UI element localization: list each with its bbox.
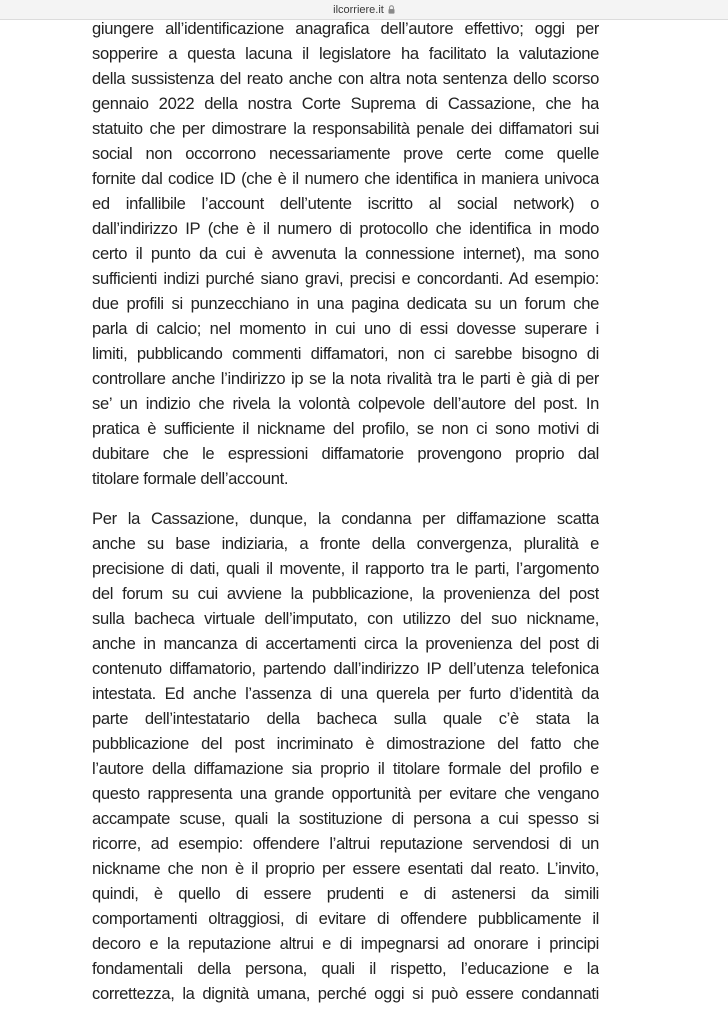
paragraph-line: certo il punto da cui è avvenuta la connessione internet), ma sono <box>92 244 599 263</box>
paragraph-line: dubitare che le espressioni diffamatorie provengono proprio dal <box>92 444 599 463</box>
paragraph-line: fondamentali della persona, quali il rispetto, l’educazione e la <box>92 959 599 978</box>
paragraph-line: dall’indirizzo IP (che è il numero di protocollo che identifica in modo <box>92 219 599 238</box>
paragraph-line: precisione di dati, quali il movente, il rapporto tra le parti, l’argomento <box>92 559 599 578</box>
paragraph-line: del forum su cui avviene la pubblicazione, la provenienza del post <box>92 584 599 603</box>
paragraph-line: gennaio 2022 della nostra Corte Suprema di Cassazione, che ha <box>92 94 599 113</box>
url-text[interactable]: ilcorriere.it <box>333 3 384 16</box>
paragraph-line: statuito che per dimostrare la responsabilità penale dei diffamatori sui <box>92 119 599 138</box>
paragraph-line: accampate scuse, quali la sostituzione di persona a cui spesso si <box>92 809 599 828</box>
paragraph-line: sopperire a questa lacuna il legislatore ha facilitato la valutazione <box>92 44 599 63</box>
paragraph-line: social non occorrono necessariamente prove certe come quelle <box>92 144 599 163</box>
paragraph-line: contenuto diffamatorio, partendo dall’indirizzo IP dell’utenza telefonica <box>92 659 599 678</box>
paragraph-line: titolare formale dell’account. <box>92 469 289 488</box>
paragraph-line: questo rappresenta una grande opportunità per evitare che vengano <box>92 784 599 803</box>
paragraph-line: sulla bacheca virtuale dell’imputato, con utilizzo del suo nickname, <box>92 609 599 628</box>
paragraph-line: l’autore della diffamazione sia proprio il titolare formale del profilo e <box>92 759 599 778</box>
lock-icon <box>388 5 395 14</box>
paragraph-line: anche su base indiziaria, a fronte della convergenza, pluralità e <box>92 534 599 553</box>
paragraph-line: nickname che non è il proprio per essere esentati dal reato. L’invito, <box>92 859 599 878</box>
paragraph-line: sufficienti indizi purché siano gravi, precisi e concordanti. Ad esempio: <box>92 269 599 288</box>
paragraph-line: ricorre, ad esempio: offendere l’altrui reputazione servendosi di un <box>92 834 599 853</box>
paragraph-line: anche in mancanza di accertamenti circa la provenienza del post di <box>92 634 599 653</box>
paragraph-line: due profili si punzecchiano in una pagina dedicata su un forum che <box>92 294 599 313</box>
paragraph-line: correttezza, la dignità umana, perché oggi si può essere condannati <box>92 984 599 1003</box>
article-paragraph <box>92 506 599 1006</box>
paragraph-line: quindi, è quello di essere prudenti e di astenersi da simili <box>92 884 599 903</box>
paragraph-line: limiti, pubblicando commenti diffamatori, non ci sarebbe bisogno di <box>92 344 599 363</box>
paragraph-line: giungere all’identificazione anagrafica dell’autore effettivo; oggi per <box>92 19 599 38</box>
paragraph-line: Per la Cassazione, dunque, la condanna per diffamazione scatta <box>92 509 599 528</box>
paragraph-line: ed infallibile l’account dell’utente iscritto al social network) o <box>92 194 599 213</box>
paragraph-line: decoro e la reputazione altrui e di impegnarsi ad onorare i principi <box>92 934 599 953</box>
paragraph-line: della sussistenza del reato anche con altra nota sentenza dello scorso <box>92 69 599 88</box>
paragraph-line: parte dell’intestatario della bacheca sulla quale c’è stata la <box>92 709 599 728</box>
paragraph-line: controllare anche l’indirizzo ip se la nota rivalità tra le parti è già di per <box>92 369 599 388</box>
paragraph-line: se’ un indizio che rivela la volontà colpevole dell’autore del post. In <box>92 394 599 413</box>
paragraph-line: comportamenti oltraggiosi, di evitare di offendere pubblicamente il <box>92 909 599 928</box>
paragraph-line: pubblicazione del post incriminato è dimostrazione del fatto che <box>92 734 599 753</box>
article-body <box>92 16 599 1006</box>
paragraph-line: intestata. Ed anche l’assenza di una querela per furto d’identità da <box>92 684 599 703</box>
article-paragraph <box>92 16 599 491</box>
paragraph-line: fornite dal codice ID (che è il numero che identifica in maniera univoca <box>92 169 599 188</box>
paragraph-line: parla di calcio; nel momento in cui uno di essi dovesse superare i <box>92 319 599 338</box>
paragraph-line: pratica è sufficiente il nickname del profilo, se non ci sono motivi di <box>92 419 599 438</box>
